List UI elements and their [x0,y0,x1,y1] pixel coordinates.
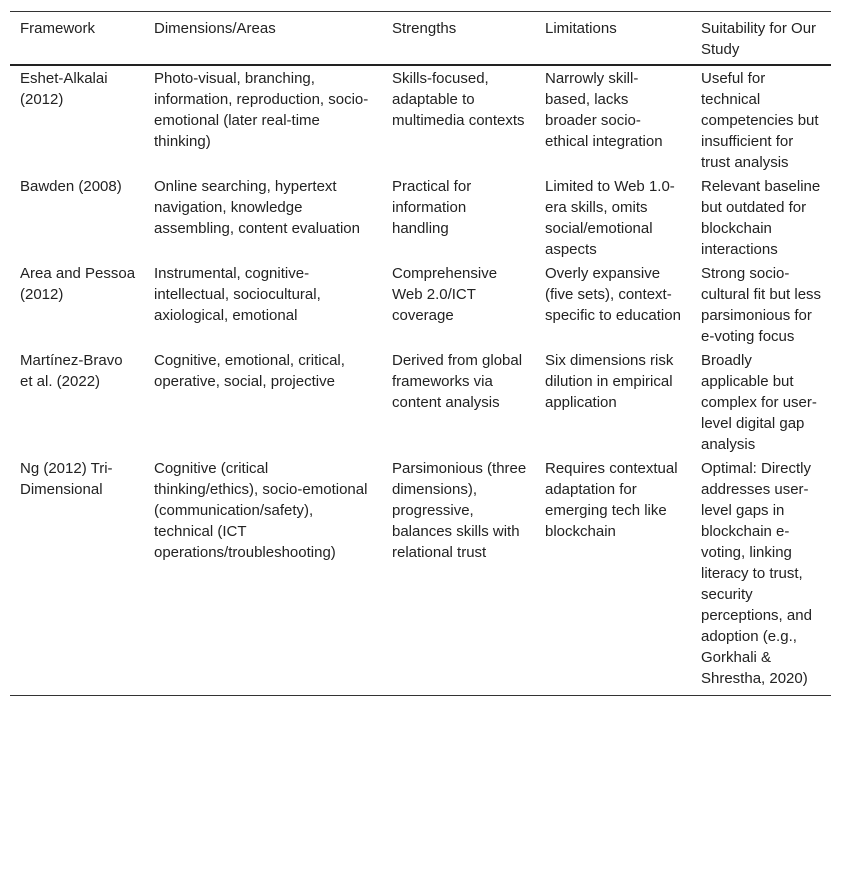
table-row [10,174,831,261]
header-row [10,12,831,66]
cell-framework: Ng (2012) Tri-Dimensional [20,460,113,498]
cell-framework: Area and Pessoa (2012) [20,265,136,303]
cell-strengths: Skills-focused, adaptable to multimedia contexts [392,70,525,129]
table-row [10,348,831,456]
cell-strengths: Derived from global frameworks via content analysis [392,352,523,411]
cell-framework: Bawden (2008) [20,178,122,195]
table-row [10,65,831,174]
cell-limitations: Overly expansive (five sets), context-specific to education [545,265,681,324]
cell-strengths: Practical for information handling [392,178,472,237]
cell-suitability: Useful for technical competencies but insufficient for trust analysis [701,70,819,171]
cell-suitability: Broadly applicable but complex for user-level digital gap analysis [701,352,817,453]
cell-dimensions: Cognitive (critical thinking/ethics), socio-emotional (communication/safety), technical (ICT operations/troubleshooting) [154,460,368,561]
cell-limitations: Narrowly skill-based, lacks broader socio-ethical integration [545,70,663,150]
cell-limitations: Six dimensions risk dilution in empirical application [545,352,674,411]
cell-framework: Martínez-Bravo et al. (2022) [20,352,123,390]
cell-framework: Eshet-Alkalai (2012) [20,70,108,108]
cell-strengths: Comprehensive Web 2.0/ICT coverage [392,265,498,324]
header-framework: Framework [20,20,96,37]
table-row [10,261,831,348]
cell-dimensions: Cognitive, emotional, critical, operative, social, projective [154,352,345,390]
cell-dimensions: Online searching, hypertext navigation, knowledge assembling, content evaluation [154,178,360,237]
cell-suitability: Relevant baseline but outdated for blockchain interactions [701,178,821,258]
cell-dimensions: Photo-visual, branching, information, reproduction, socio-emotional (later real-time thinking) [154,70,369,150]
table-body [10,65,831,696]
table-header [10,12,831,66]
cell-limitations: Requires contextual adaptation for emerging tech like blockchain [545,460,678,540]
framework-comparison-table [10,11,831,696]
header-dimensions-areas: Dimensions/Areas [154,20,276,37]
cell-strengths: Parsimonious (three dimensions), progressive, balances skills with relational trust [392,460,527,561]
cell-dimensions: Instrumental, cognitive-intellectual, sociocultural, axiological, emotional [154,265,321,324]
table-row [10,456,831,696]
header-suitability: Suitability for Our Study [701,20,817,58]
header-strengths: Strengths [392,20,457,37]
framework-comparison-table-container [10,11,831,696]
header-limitations: Limitations [545,20,617,37]
cell-suitability: Strong socio-cultural fit but less parsimonious for e-voting focus [701,265,822,345]
cell-suitability: Optimal: Directly addresses user-level gaps in blockchain e-voting, linking literacy to trust, security perceptions, and adoption (e.g., Gorkhali & Shrestha, 2020) [701,460,812,687]
cell-limitations: Limited to Web 1.0-era skills, omits social/emotional aspects [545,178,675,258]
